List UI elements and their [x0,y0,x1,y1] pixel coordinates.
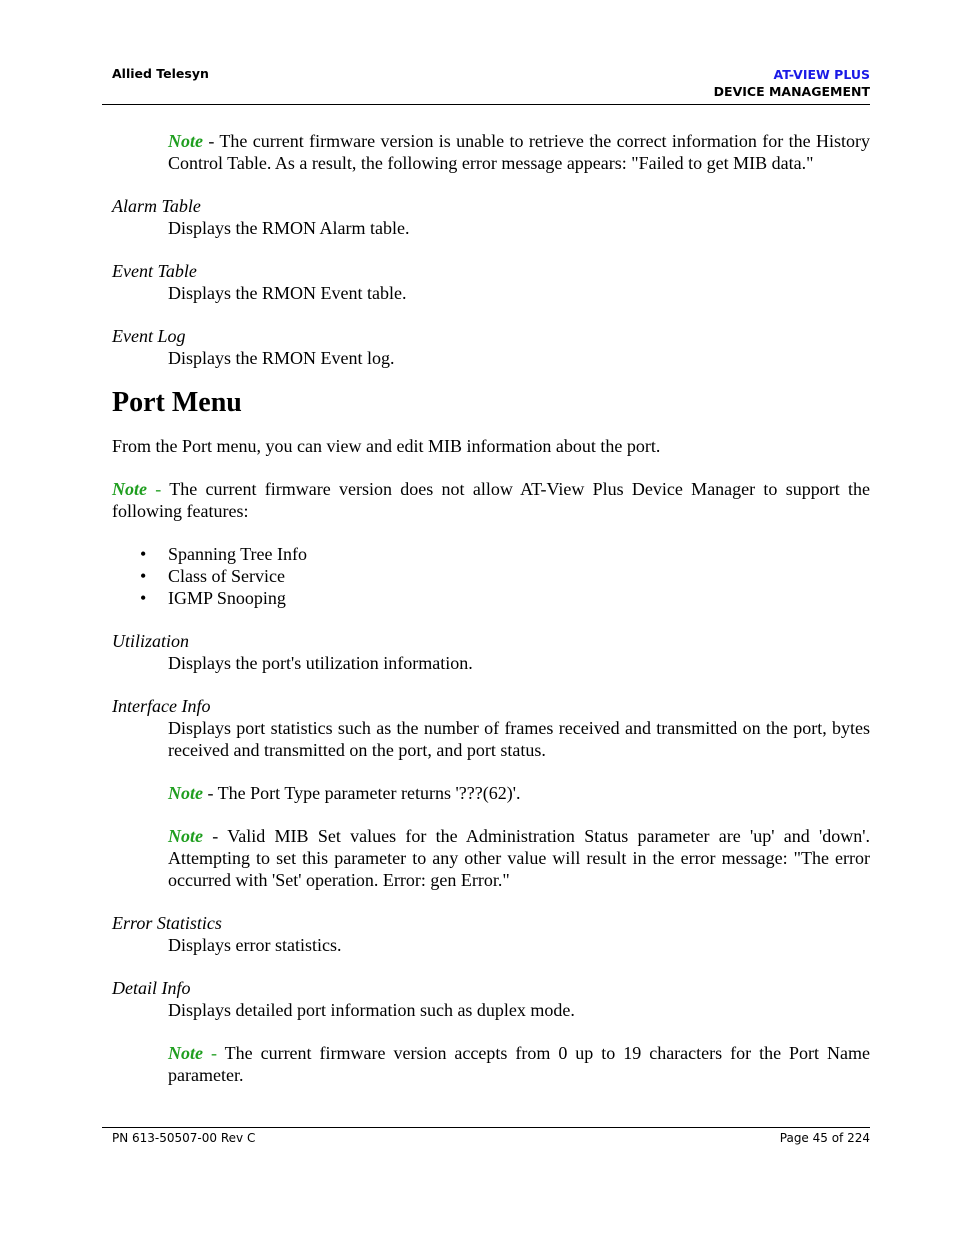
list-item: • Class of Service [112,565,870,587]
note-label: Note [168,826,203,846]
term-interface-info: Interface Info [112,696,211,716]
header-right [714,66,870,100]
list-item: • IGMP Snooping [112,587,870,609]
desc-event-log: Displays the RMON Event log. [168,348,395,368]
desc-error-statistics: Displays error statistics. [168,935,342,955]
desc-utilization: Displays the port's utilization information. [168,653,473,673]
term-event-log: Event Log [112,326,186,346]
footer-rule [102,1127,870,1128]
header-product: AT-VIEW PLUS [773,67,870,82]
term-error-statistics: Error Statistics [112,913,222,933]
note-features-text: The current firmware version does not allow AT-View Plus Device Manager to support the following features: [112,479,870,521]
section-heading: Port Menu [112,387,242,418]
note-admin-status-text: Valid MIB Set values for the Administration Status parameter are 'up' and 'down'. Attempting to set this parameter to any other value will result in the error message: "The error occurred with 'Set' operation. Error: gen Error." [168,826,871,890]
feature-list [112,543,870,609]
note-port-name [168,1042,870,1086]
note-features [112,478,870,522]
footer-part-number: PN 613-50507-00 Rev C [112,1131,256,1145]
note-dash: - [203,1043,225,1063]
note-dash: - [203,783,218,803]
note-admin-status [168,825,870,891]
note-dash: - [203,131,220,151]
note-dash: - [147,479,170,499]
note-label: Note [168,783,203,803]
note-port-type [168,782,870,804]
footer-page-number: Page 45 of 224 [779,1131,870,1145]
desc-event-table: Displays the RMON Event table. [168,283,407,303]
page-content [112,130,870,1086]
list-item: • Spanning Tree Info [112,543,870,565]
term-alarm-table: Alarm Table [112,196,201,216]
note-history [168,130,870,174]
port-menu-intro: From the Port menu, you can view and edit MIB information about the port. [112,436,661,456]
desc-interface-info: Displays port statistics such as the number of frames received and transmitted on the port, bytes received and transmitted on the port, and port status. [168,718,870,760]
header-company: Allied Telesyn [112,66,209,81]
note-history-text: The current firmware version is unable to retrieve the correct information for the History Control Table. As a result, the following error message appears: "Failed to get MIB data." [168,131,870,173]
header-section: DEVICE MANAGEMENT [713,84,870,99]
term-event-table: Event Table [112,261,197,281]
desc-alarm-table: Displays the RMON Alarm table. [168,218,410,238]
note-dash: - [203,826,228,846]
header-rule [102,104,870,105]
note-port-type-text: The Port Type parameter returns '???(62)'. [217,783,521,803]
term-utilization: Utilization [112,631,190,651]
note-label: Note [168,1043,203,1063]
note-label: Note [112,479,147,499]
desc-detail-info: Displays detailed port information such as duplex mode. [168,1000,575,1020]
term-detail-info: Detail Info [112,978,191,998]
note-port-name-text: The current firmware version accepts from 0 up to 19 characters for the Port Name parameter. [168,1043,871,1085]
note-label: Note [168,131,203,151]
